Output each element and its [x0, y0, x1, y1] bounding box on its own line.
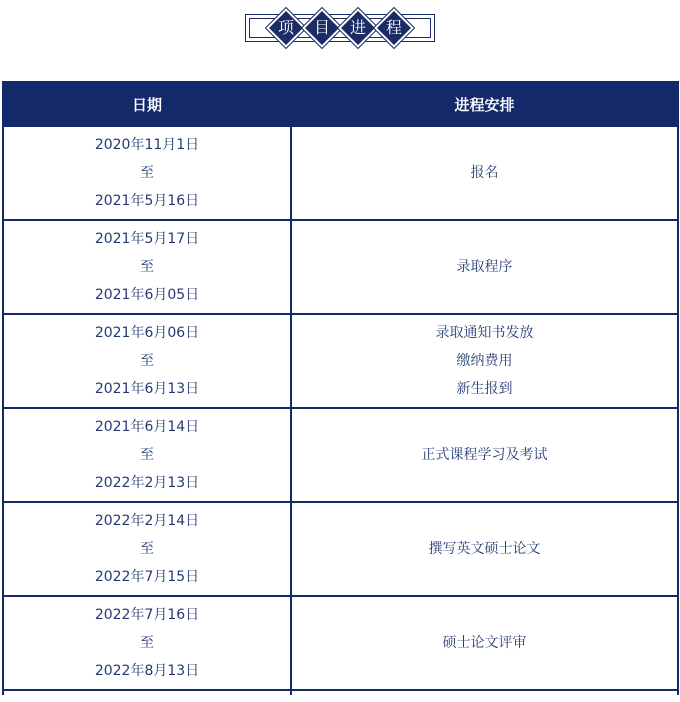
title-diamond-3 [338, 8, 378, 48]
schedule-item: 录取通知书发放 [435, 325, 534, 341]
start-date: 2021年6月06日 [94, 325, 200, 341]
schedule-cell [291, 314, 678, 408]
title-char: 项 [277, 18, 294, 37]
start-date: 2021年6月14日 [94, 419, 200, 435]
title-char: 进 [349, 18, 366, 37]
end-date: 2021年6月13日 [94, 381, 200, 397]
table-row [3, 596, 678, 690]
schedule-cell [291, 126, 678, 220]
title-char: 程 [385, 18, 402, 37]
date-separator: 至 [140, 541, 154, 557]
date-separator: 至 [140, 353, 154, 369]
schedule-item: 报名 [470, 165, 499, 181]
table-row-partial [3, 690, 678, 695]
schedule-item: 新生报到 [456, 381, 513, 397]
schedule-cell [291, 690, 678, 695]
table-header-row [3, 82, 678, 126]
start-date: 2021年5月17日 [94, 231, 200, 247]
date-range-cell [3, 220, 291, 314]
table-row [3, 314, 678, 408]
title-char: 目 [313, 18, 330, 37]
title-banner [0, 8, 680, 48]
date-range-cell [3, 408, 291, 502]
schedule-item: 录取程序 [456, 259, 513, 275]
schedule-item: 硕士论文评审 [442, 635, 527, 651]
table-body [3, 126, 678, 695]
end-date: 2022年8月13日 [94, 663, 200, 679]
table-row [3, 502, 678, 596]
end-date: 2022年2月13日 [94, 475, 200, 491]
date-separator: 至 [140, 259, 154, 275]
date-range-cell [3, 690, 291, 695]
schedule-cell [291, 408, 678, 502]
date-range-cell [3, 126, 291, 220]
end-date: 2022年7月15日 [94, 569, 200, 585]
date-range-cell [3, 502, 291, 596]
title-diamond-2 [302, 8, 342, 48]
schedule-cell [291, 596, 678, 690]
end-date: 2021年6月05日 [94, 287, 200, 303]
header-date: 日期 [3, 82, 291, 126]
schedule-item: 正式课程学习及考试 [421, 447, 548, 463]
date-separator: 至 [140, 447, 154, 463]
title-diamond-4 [374, 8, 414, 48]
date-separator: 至 [140, 165, 154, 181]
start-date: 2022年2月14日 [94, 513, 200, 529]
schedule-table [2, 81, 679, 695]
title-diamond-1 [266, 8, 306, 48]
table-row [3, 220, 678, 314]
table-row [3, 408, 678, 502]
start-date: 2022年7月16日 [94, 607, 200, 623]
table-row [3, 126, 678, 220]
schedule-cell [291, 502, 678, 596]
schedule-cell [291, 220, 678, 314]
date-range-cell [3, 314, 291, 408]
schedule-item: 撰写英文硕士论文 [428, 541, 541, 557]
date-range-cell [3, 596, 291, 690]
start-date: 2020年11月1日 [94, 137, 200, 153]
header-schedule: 进程安排 [291, 82, 678, 126]
end-date: 2021年5月16日 [94, 193, 200, 209]
schedule-item: 缴纳费用 [456, 353, 513, 369]
date-separator: 至 [140, 635, 154, 651]
